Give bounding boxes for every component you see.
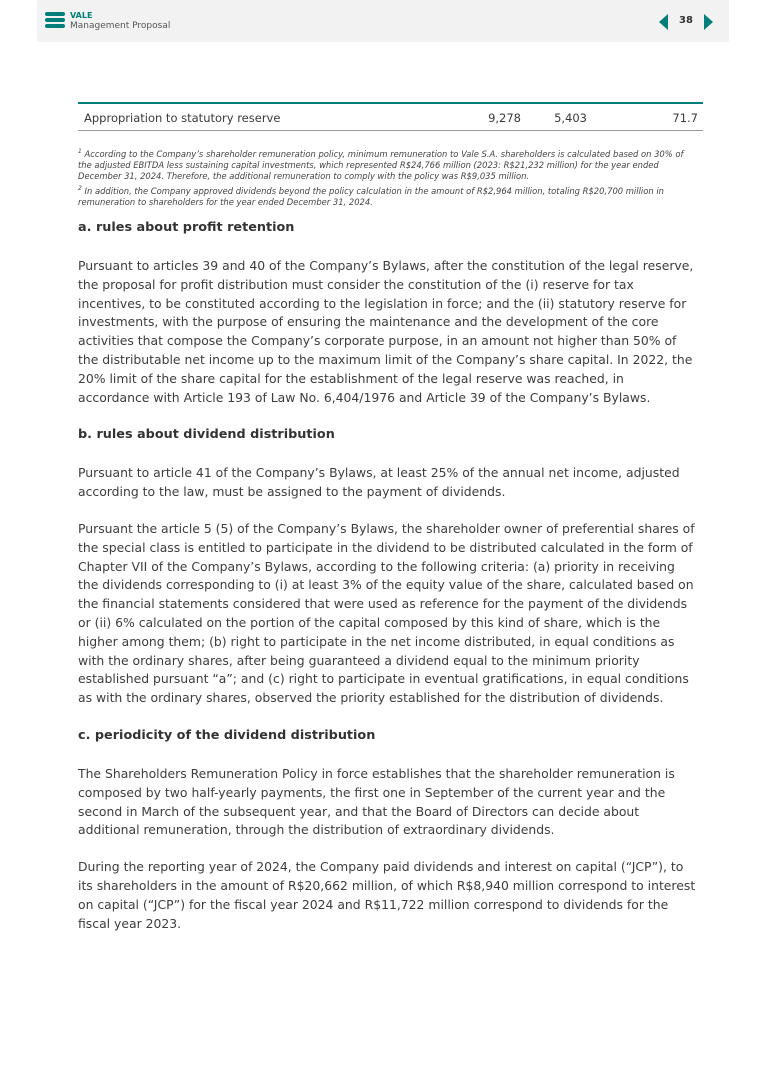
next-page-icon[interactable] [704, 14, 713, 30]
row-value-2023: 5,403 [554, 111, 587, 125]
footnote-marker: 1 [78, 148, 82, 155]
page-navigator [659, 14, 713, 30]
menu-icon[interactable] [45, 12, 65, 29]
paragraph: Pursuant the article 5 (5) of the Company’s Bylaws, the shareholder owner of preferential shares of the special class is entitled to participate in the dividend to be distributed calculated in the form of Chapter VII of the Company’s Bylaws, according to the following criteria: (a) priority in receiving the dividends corresponding to (i) at least 3% of the equity value of the share, calculated based on the financial statements considered that were used as reference for the payment of the dividends or (ii) 6% calculated on the portion of the capital composed by this kind of share, which is the higher among them; (b) right to participate in the net income distributed, in equal conditions as with the ordinary shares, after being guaranteed a dividend equal to the minimum priority established pursuant “a”; and (c) right to participate in eventual gratifications, in equal conditions as with the ordinary shares, observed the priority established for the distribution of dividends. [78, 520, 695, 706]
reserve-table [78, 102, 703, 131]
row-value-2024: 9,278 [488, 111, 521, 125]
footnotes [78, 146, 698, 208]
footnote-marker: 2 [78, 184, 82, 192]
row-label: Appropriation to statutory reserve [84, 111, 281, 125]
table-row [78, 104, 703, 130]
footnote-text: According to the Company’s shareholder remuneration policy, minimum remuneration to Vale S.A. shareholders is calculated based on 30% of the adjusted EBITDA less sustaining capital investments, which represented R$24,766 million (2023: R$21,232 million) for the year ended December 31, 2024. Therefore, the additional remuneration to comply with the policy was R$9,035 million. [78, 148, 684, 182]
main-content [78, 218, 698, 933]
footnote [78, 146, 698, 183]
brand-block [70, 10, 170, 32]
paragraph: Pursuant to articles 39 and 40 of the Company’s Bylaws, after the constitution of the legal reserve, the proposal for profit distribution must consider the constitution of the (i) reserve for tax incentives, to be constituted according to the legislation in force; and the (ii) statutory reserve for investments, with the purpose of ensuring the maintenance and the development of the core activities that compose the Company’s corporate purpose, in an amount not higher than 50% of the distributable net income up to the maximum limit of the Company’s share capital. In 2022, the 20% limit of the share capital for the establishment of the legal reserve was reached, in accordance with Article 193 of Law No. 6,404/1976 and Article 39 of the Company’s Bylaws. [78, 258, 694, 405]
section-heading-dividend-periodicity: c. periodicity of the dividend distribution [78, 727, 376, 743]
paragraph: The Shareholders Remuneration Policy in force establishes that the shareholder remuneration is composed by two half-yearly payments, the first one in September of the current year and the second in March of the subsequent year, and that the Board of Directors can decide about additional remuneration, through the distribution of extraordinary dividends. [78, 765, 675, 838]
brand-name: VALE [70, 11, 93, 20]
previous-page-icon[interactable] [659, 14, 668, 30]
page-number: 38 [679, 15, 693, 26]
section-heading-dividend-distribution: b. rules about dividend distribution [78, 427, 335, 443]
footnote [78, 183, 698, 208]
page-header [37, 0, 729, 42]
paragraph: Pursuant to article 41 of the Company’s Bylaws, at least 25% of the annual net income, adjusted according to the law, must be assigned to the payment of dividends. [78, 465, 680, 500]
footnote-text: In addition, the Company approved dividends beyond the policy calculation in the amount of R$2,964 million, totaling R$20,700 million in remuneration to shareholders for the year ended December 31, 2024. [78, 185, 664, 207]
document-title: Management Proposal [70, 21, 171, 31]
section-heading-profit-retention: a. rules about profit retention [78, 220, 295, 235]
row-variation: 71.7 [672, 111, 698, 125]
paragraph: During the reporting year of 2024, the Company paid dividends and interest on capital (“JCP”), to its shareholders in the amount of R$20,662 million, of which R$8,940 million correspond to interest on capital (“JCP”) for the fiscal year 2024 and R$11,722 million correspond to dividends for the fiscal year 2023. [78, 859, 696, 931]
